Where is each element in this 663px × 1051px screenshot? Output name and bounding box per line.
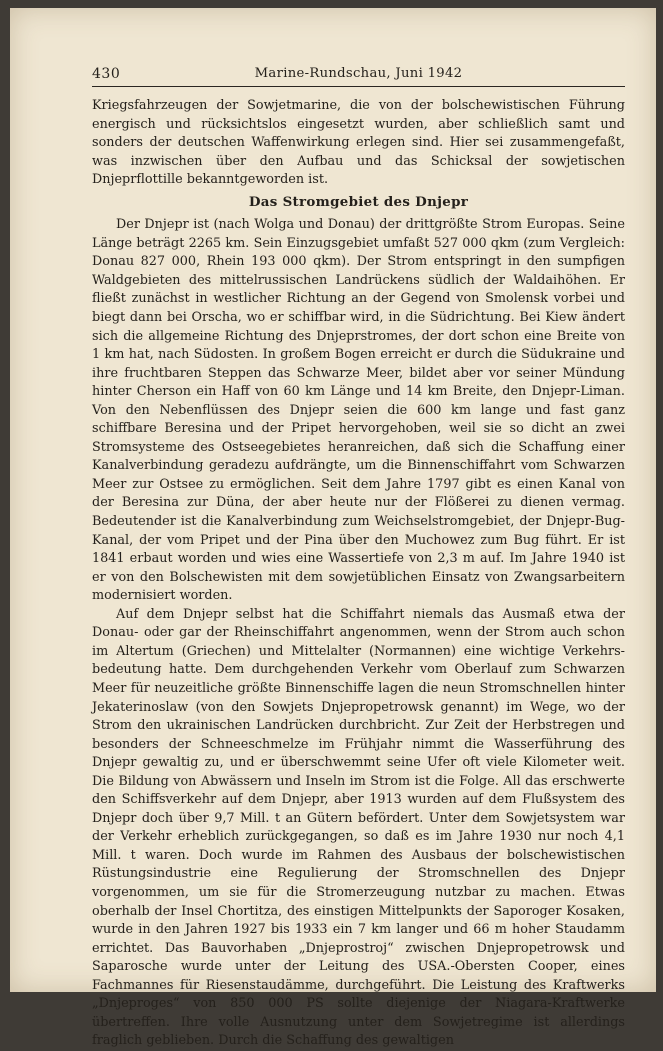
scanned-page: [10, 8, 656, 1049]
page-header: [92, 64, 625, 87]
running-head: Marine-Rundschau, Juni 1942: [254, 66, 463, 81]
article-body: [92, 97, 625, 1051]
body-paragraph-1: Der Dnjepr ist (nach Wolga und Donau) der drittgrößte Strom Europas. Seine Länge beträgt 2265 km. Sein Einzugsgebiet umfaßt 527 000 qkm (zum Vergleich: Donau 827 000, Rhein 193 000 qkm). Der Strom entspringt in den sumpfigen Waldgebieten des mittelrussischen Landrückens südlich der Waldaihöhen. Er fließt zunächst in westlicher Richtung an der Gegend von Smolensk vorbei und biegt dann bei Orscha, wo er schiffbar wird, in die Südrichtung. Bei Kiew ändert sich die allgemeine Richtung des Dnjeprstromes, der dort schon eine Breite von 1 km hat, nach Südosten. In großem Bogen erreicht er durch die Südukraine und ihre fruchtbaren Steppen das Schwarze Meer, bildet aber vor seiner Mündung hinter Cherson ein Haff von 60 km Länge und 14 km Breite, den Dnjepr-Liman. Von den Nebenflüssen des Dnjepr seien die 600 km lange und fast ganz schiffbare Beresina und der Pripet hervorgehoben, weil sie so dicht an zwei Stromsysteme des Ostseegebietes heranreichen, daß sich die Schaffung einer Kanalverbindung geradezu aufdrängte, um die Binnenschiffahrt vom Schwarzen Meer zur Ostsee zu ermöglichen. Seit dem Jahre 1797 gibt es einen Kanal von der Beresina zur Düna, der aber heute nur der Flößerei zu dienen vermag. Bedeutender ist die Kanalverbindung zum Weichselstromgebiet, der Dnjepr-Bug-Kanal, der vom Pripet und der Pina über den Muchowez zum Bug führt. Er ist 1841 erbaut worden und wies eine Wassertiefe von 2,3 m auf. Im Jahre 1940 ist er von den Bolschewisten mit dem sowjetüblichen Einsatz von Zwangsarbeitern modernisiert worden.: [92, 217, 625, 604]
section-heading: Das Stromgebiet des Dnjepr: [248, 193, 469, 210]
intro-paragraph: Kriegsfahrzeugen der Sowjetmarine, die von der bolschewistischen Führung energisch und rücksichtslos eingesetzt wurden, aber schließlich samt und sonders der deutschen Waffenwirkung erlegen sind. Hier sei zusammengefaßt, was inzwischen über den Aufbau und das Schicksal der sowjetischen Dnjeprflottille bekanntgeworden ist.: [92, 98, 625, 188]
body-paragraph-2: Auf dem Dnjepr selbst hat die Schiffahrt niemals das Ausmaß etwa der Donau- oder gar der Rheinschiffahrt angenommen, wenn der Strom auch schon im Altertum (Griechen) und Mittelalter (Normannen) eine wichtige Verkehrsbedeutung hatte. Dem durchgehenden Verkehr vom Oberlauf zum Schwarzen Meer für neuzeitliche größte Binnenschiffe lagen die neun Stromschnellen hinter Jekaterinoslaw (von den Sowjets Dnjepropetrowsk genannt) im Wege, wo der Strom den ukrainischen Landrücken durchbricht. Zur Zeit der Herbstregen und besonders der Schneeschmelze im Frühjahr nimmt die Wasserführung des Dnjepr gewaltig zu, und er überschwemmt seine Ufer oft viele Kilometer weit. Die Bildung von Abwässern und Inseln im Strom ist die Folge. All das erschwerte den Schiffsverkehr auf dem Dnjepr, aber 1913 wurden auf dem Flußsystem des Dnjepr doch über 9,7 Mill. t an Gütern befördert. Unter dem Sowjetsystem war der Verkehr erheblich zurückgegangen, so daß es im Jahre 1930 nur noch 4,1 Mill. t waren. Doch wurde im Rahmen des Ausbaus der bolschewistischen Rüstungsindustrie eine Regulierung der Stromschnellen des Dnjepr vorgenommen, um sie für die Stromerzeugung nutzbar zu machen. Etwas oberhalb der Insel Chortitza, des einstigen Mittelpunkts der Saporoger Kosaken, wurde in den Jahren 1927 bis 1933 ein 7 km langer und 66 m hoher Staudamm errichtet. Das Bauvorhaben „Dnjeprostroj“ zwischen Dnjepropetrowsk und Saparosche wurde unter der Leitung des USA.-Obersten Cooper, eines Fachmannes für Riesenstaudämme, durchgeführt. Die Leistung des Kraftwerks „Dnjeproges“ von 850 000 PS sollte diejenige der Niagara-Kraftwerke übertreffen. Ihre volle Ausnutzung unter dem Sowjetregime ist allerdings fraglich geblieben. Durch die Schaffung des gewaltigen: [92, 606, 625, 1049]
page-number: 430: [92, 66, 121, 82]
